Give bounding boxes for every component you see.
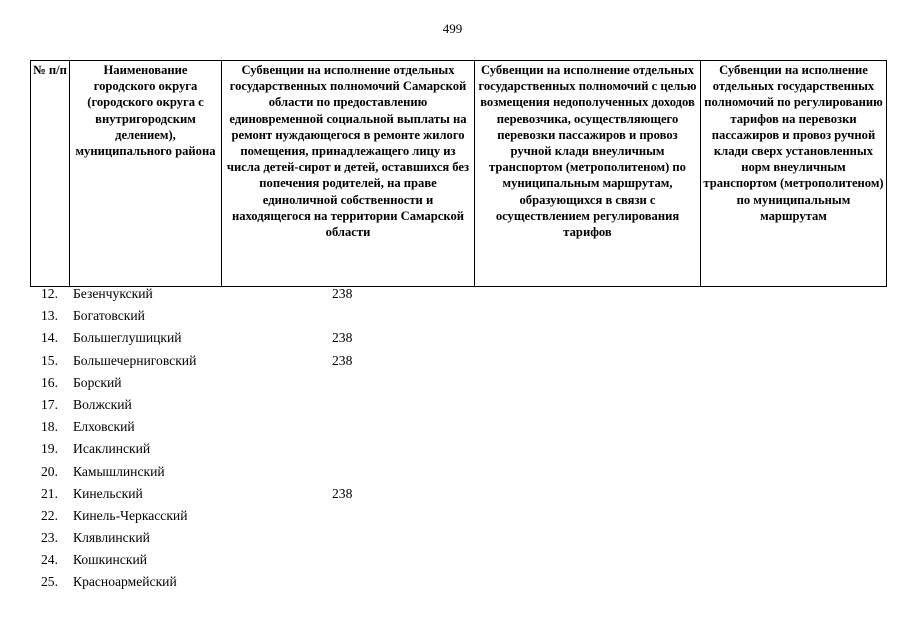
subvention-value: 238 <box>332 485 353 501</box>
row-number: 24. <box>41 552 58 568</box>
row-number: 18. <box>41 419 58 435</box>
row-number: 23. <box>41 530 58 546</box>
district-name: Клявлинский <box>73 530 150 546</box>
row-number: 12. <box>41 286 58 301</box>
row-number: 19. <box>41 441 58 457</box>
district-name: Большечерниговский <box>73 352 197 368</box>
row-number: 17. <box>41 396 58 412</box>
header-cell-subvention-orphans: Субвенции на исполнение отдельных государственных полномочий Самарской области по предоставлению единовременной социальной выплаты на ремонт нуждающегося в ремонте жилого помещения, принадлежащего лицу из числа детей-сирот и детей, оставшихся без попечения родителей, на праве единоличной собственности и находящегося на территории Самарской области <box>222 61 475 287</box>
district-name: Безенчукский <box>73 286 153 301</box>
district-name: Кошкинский <box>73 552 147 568</box>
row-number: 20. <box>41 463 58 479</box>
row-number: 14. <box>41 330 58 346</box>
header-cell-number: № п/п <box>31 61 70 287</box>
header-cell-name: Наименование городского округа (городского округа с внутригородским делением), муниципального района <box>70 61 222 287</box>
header-row <box>31 61 887 287</box>
subvention-value: 238 <box>332 286 353 301</box>
district-name: Красноармейский <box>73 574 177 590</box>
row-number: 16. <box>41 374 58 390</box>
row-number: 22. <box>41 507 58 523</box>
header-cell-subvention-tariffs: Субвенции на исполнение отдельных государственных полномочий по регулированию тарифов на перевозки пассажиров и провоз ручной клади сверх установленных норм внеуличным транспортом (метрополитеном) по муниципальным маршрутам <box>701 61 887 287</box>
row-number: 13. <box>41 308 58 324</box>
header-cell-subvention-carrier: Субвенции на исполнение отдельных государственных полномочий с целью возмещения недополученных доходов перевозчика, осуществляющего перевозки пассажиров и провоз ручной клади внеуличным транспортом (метрополитеном) по муниципальным маршрутам, образующихся в связи с осуществлением регулирования тарифов <box>475 61 701 287</box>
district-name: Камышлинский <box>73 463 165 479</box>
district-name: Богатовский <box>73 308 145 324</box>
district-name: Борский <box>73 374 122 390</box>
table-header <box>30 60 887 287</box>
subvention-value: 238 <box>332 330 353 346</box>
row-number: 15. <box>41 352 58 368</box>
district-name: Волжский <box>73 396 132 412</box>
district-name: Исаклинский <box>73 441 151 457</box>
row-number: 25. <box>41 574 58 590</box>
district-name: Кинельский <box>73 485 143 501</box>
subvention-value: 238 <box>332 352 353 368</box>
page-number: 499 <box>442 21 463 36</box>
row-number: 21. <box>41 485 58 501</box>
district-name: Большеглушицкий <box>73 330 182 346</box>
district-name: Елховский <box>73 419 135 435</box>
district-name: Кинель-Черкасский <box>73 507 188 523</box>
